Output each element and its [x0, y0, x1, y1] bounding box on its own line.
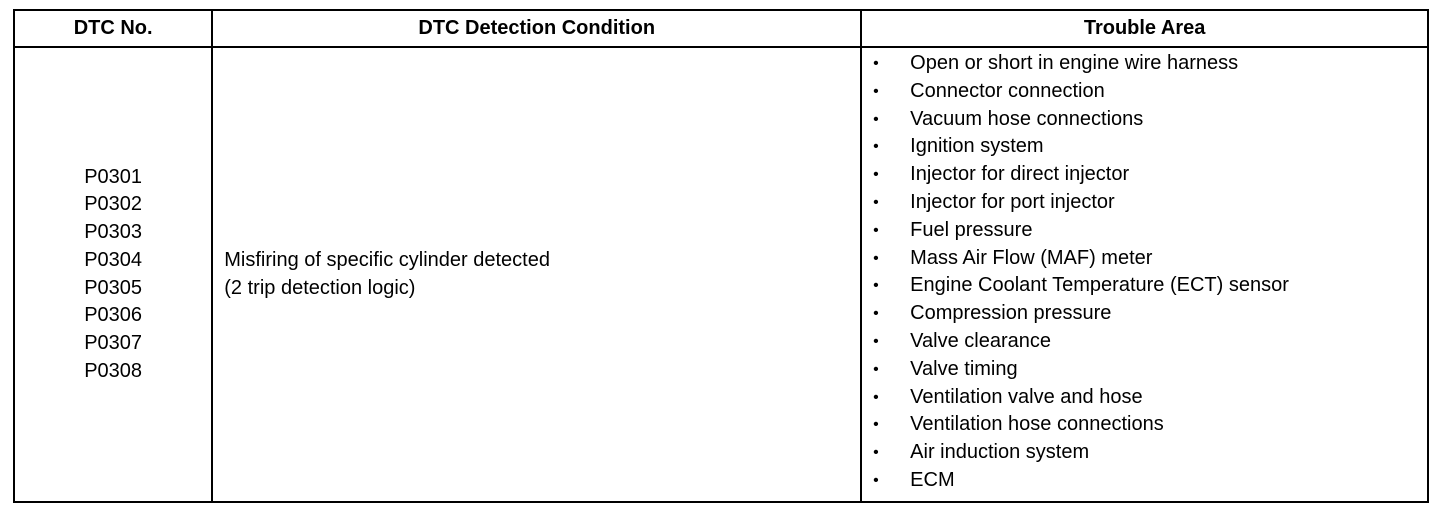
- trouble-area-item: [862, 439, 1427, 467]
- trouble-area-label: Vacuum hose connections: [910, 107, 1144, 130]
- bullet-icon: •: [873, 166, 879, 184]
- trouble-area-item: [862, 328, 1427, 356]
- bullet-icon: •: [873, 277, 879, 295]
- trouble-area-cell: [861, 47, 1428, 502]
- trouble-area-item: [862, 356, 1427, 384]
- trouble-area-item: [862, 189, 1427, 217]
- condition-subtext: (2 trip detection logic): [224, 276, 416, 299]
- dtc-code: P0308: [84, 359, 143, 382]
- bullet-icon: •: [873, 82, 879, 100]
- trouble-area-item: [862, 411, 1427, 439]
- trouble-area-label: Ignition system: [910, 135, 1044, 158]
- bullet-icon: •: [873, 249, 879, 267]
- bullet-icon: •: [873, 305, 879, 323]
- trouble-area-label: Mass Air Flow (MAF) meter: [910, 246, 1153, 269]
- trouble-area-item: [862, 133, 1427, 161]
- trouble-area-item: [862, 272, 1427, 300]
- header-row: [14, 10, 1428, 47]
- bullet-icon: •: [873, 55, 879, 72]
- bullet-icon: •: [873, 388, 879, 406]
- detection-condition-cell: [212, 47, 861, 502]
- trouble-area-item: [862, 78, 1427, 106]
- dtc-code: P0306: [84, 304, 143, 327]
- trouble-area-label: Compression pressure: [910, 302, 1112, 325]
- bullet-icon: •: [873, 416, 879, 434]
- trouble-area-item: [862, 161, 1427, 189]
- bullet-icon: •: [873, 471, 879, 489]
- dtc-code-list: [15, 164, 211, 386]
- trouble-area-item: [862, 384, 1427, 412]
- trouble-area-label: Ventilation valve and hose: [910, 385, 1143, 408]
- dtc-code: P0302: [84, 193, 143, 216]
- trouble-area-label: Valve timing: [910, 357, 1018, 380]
- bullet-icon: •: [873, 332, 879, 350]
- trouble-area-label: Ventilation hose connections: [910, 413, 1164, 436]
- trouble-area-label: Valve clearance: [910, 329, 1051, 352]
- table-row: [14, 47, 1428, 502]
- header-detection-condition: DTC Detection Condition: [212, 10, 861, 47]
- dtc-code: P0301: [84, 165, 143, 188]
- header-trouble-area: Trouble Area: [861, 10, 1428, 47]
- trouble-area-list: [862, 48, 1427, 495]
- dtc-table: [13, 9, 1429, 503]
- bullet-icon: •: [873, 193, 879, 211]
- trouble-area-label: Fuel pressure: [910, 218, 1033, 241]
- trouble-area-label: Air induction system: [910, 441, 1090, 464]
- dtc-codes-cell: [14, 47, 212, 502]
- bullet-icon: •: [873, 110, 879, 128]
- dtc-code: P0307: [84, 331, 143, 354]
- dtc-code: P0305: [84, 276, 143, 299]
- trouble-area-item: [862, 467, 1427, 495]
- trouble-area-label: Injector for direct injector: [910, 163, 1130, 186]
- header-dtc-no: DTC No.: [14, 10, 212, 47]
- trouble-area-label: Injector for port injector: [910, 190, 1115, 213]
- trouble-area-label: Open or short in engine wire harness: [910, 52, 1239, 74]
- trouble-area-item: [862, 50, 1427, 78]
- dtc-code: P0303: [84, 221, 143, 244]
- trouble-area-item: [862, 217, 1427, 245]
- bullet-icon: •: [873, 221, 879, 239]
- bullet-icon: •: [873, 360, 879, 378]
- condition-text: Misfiring of specific cylinder detected: [224, 248, 550, 271]
- trouble-area-label: Engine Coolant Temperature (ECT) sensor: [910, 274, 1289, 297]
- trouble-area-item: [862, 245, 1427, 273]
- trouble-area-item: [862, 300, 1427, 328]
- trouble-area-label: ECM: [910, 468, 955, 491]
- trouble-area-item: [862, 106, 1427, 134]
- dtc-code: P0304: [84, 248, 143, 271]
- trouble-area-label: Connector connection: [910, 79, 1105, 102]
- bullet-icon: •: [873, 444, 879, 462]
- bullet-icon: •: [873, 138, 879, 156]
